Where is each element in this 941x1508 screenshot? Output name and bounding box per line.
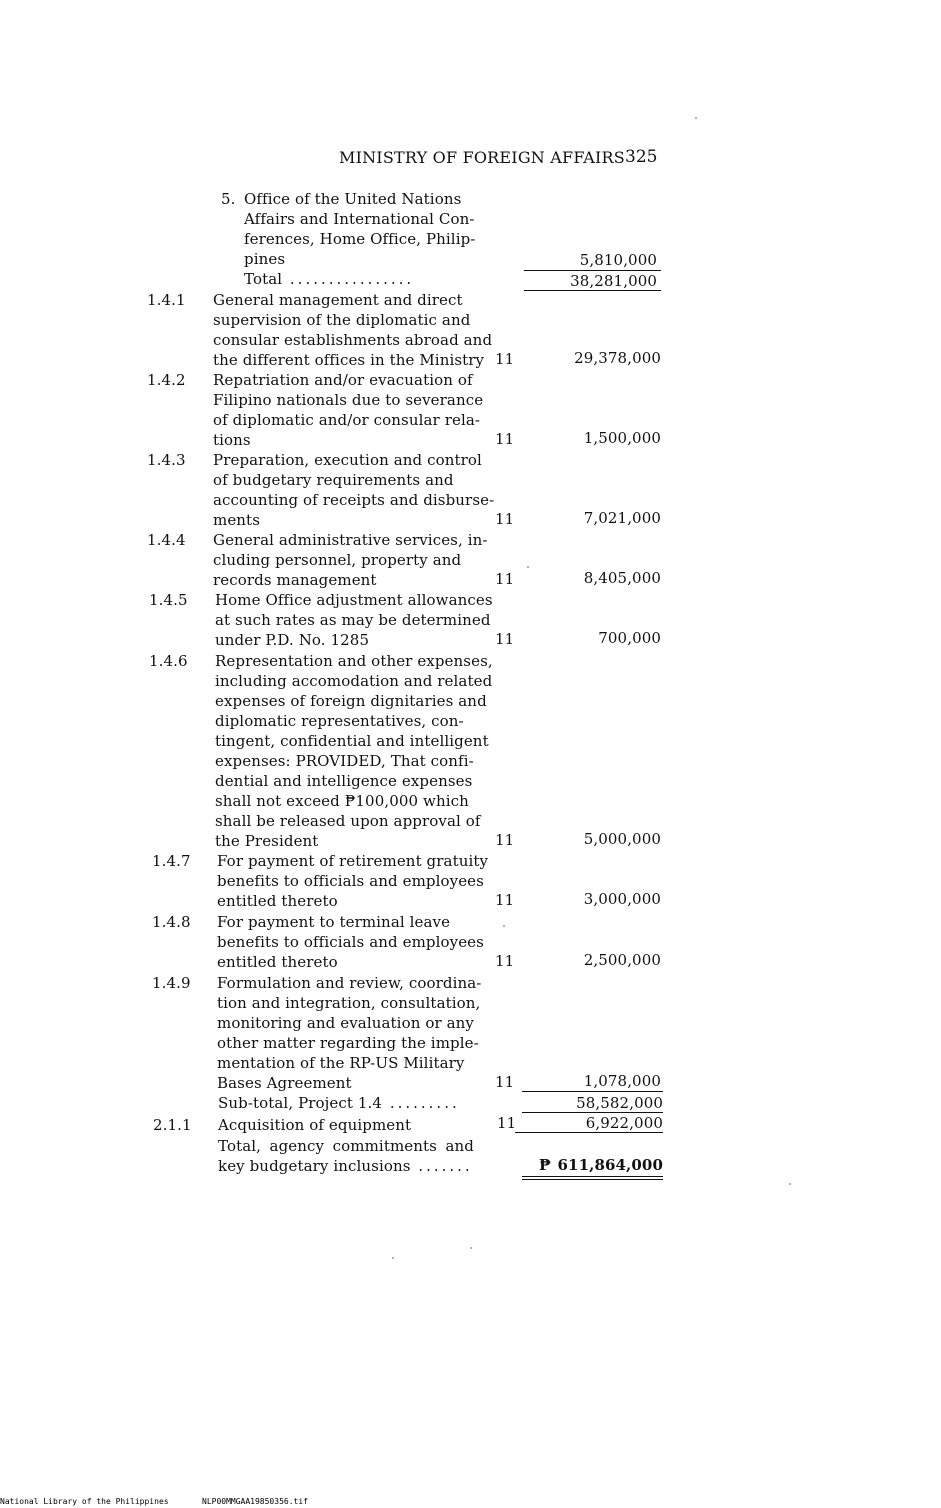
row-fund: 11 <box>495 630 515 648</box>
row-code: 1.4.6 <box>149 652 188 670</box>
subtotal-label <box>218 1093 460 1113</box>
row-description-line: Home Office adjustment allowances <box>215 591 493 609</box>
grand-total-line: Total, agency commitments and <box>218 1137 474 1155</box>
intro-line: ferences, Home Office, Philip- <box>244 230 476 248</box>
row-description-line: Repatriation and/or evacuation of <box>213 371 473 389</box>
intro-total-label <box>244 269 414 289</box>
intro-total-text: Total <box>244 270 283 288</box>
intro-line: Office of the United Nations <box>244 190 462 208</box>
row-amount: 8,405,000 <box>583 569 661 587</box>
subtotal-text: Sub-total, Project 1.4 <box>218 1094 383 1112</box>
scan-speck <box>789 1183 791 1185</box>
row-description-line: records management <box>213 571 377 589</box>
scan-speck <box>695 117 697 119</box>
row-description-line: benefits to officials and employees <box>217 933 484 951</box>
row-description-line: including accomodation and related <box>215 672 493 690</box>
row-1-4-9-rule <box>522 1091 663 1092</box>
page-title: MINISTRY OF FOREIGN AFFAIRS <box>339 148 625 167</box>
row-description-line: For payment to terminal leave <box>217 913 451 931</box>
row-description-line: Bases Agreement <box>217 1074 352 1092</box>
row-amount: 1,078,000 <box>583 1072 661 1090</box>
row-amount: 700,000 <box>598 629 661 647</box>
equipment-label: Acquisition of equipment <box>218 1116 412 1134</box>
footer-filename: NLP00MMGAA19850356.tif <box>202 1497 308 1506</box>
grand-total-rule-1 <box>522 1176 663 1177</box>
row-description-line: ments <box>213 511 260 529</box>
row-code: 1.4.3 <box>147 451 186 469</box>
row-fund: 11 <box>495 1073 515 1091</box>
intro-item-label: 5. <box>221 190 236 208</box>
row-description <box>213 290 493 370</box>
row-description <box>217 973 482 1093</box>
grand-total-label <box>218 1136 474 1176</box>
row-description-line: of diplomatic and/or consular rela- <box>213 411 481 429</box>
row-description-line: Representation and other expenses, <box>215 652 493 670</box>
grand-total-line: key budgetary inclusions <box>218 1157 411 1175</box>
currency-symbol: ₱ <box>539 1156 551 1174</box>
row-description-line: tion and integration, consultation, <box>217 994 481 1012</box>
row-description <box>213 530 488 590</box>
row-description-line: supervision of the diplomatic and <box>213 311 471 329</box>
subtotal-amount: 58,582,000 <box>576 1094 663 1112</box>
row-description-line: diplomatic representatives, con- <box>215 712 464 730</box>
row-description-line: mentation of the RP-US Military <box>217 1054 465 1072</box>
row-description-line: cluding personnel, property and <box>213 551 462 569</box>
intro-line: Affairs and International Con- <box>244 210 475 228</box>
row-code: 1.4.8 <box>152 913 191 931</box>
row-description-line: entitled thereto <box>217 892 338 910</box>
row-amount: 1,500,000 <box>583 429 661 447</box>
row-description <box>215 651 493 851</box>
row-amount: 7,021,000 <box>583 509 661 527</box>
grand-total-amount: 611,864,000 <box>557 1156 663 1174</box>
grand-total-line-2 <box>218 1156 474 1176</box>
row-description-line: of budgetary requirements and <box>213 471 454 489</box>
row-description-line: shall not exceed ₱100,000 which <box>215 792 469 810</box>
equipment-amount: 6,922,000 <box>585 1114 663 1132</box>
row-description-line: expenses: PROVIDED, That confi- <box>215 752 474 770</box>
row-description-line: under P.D. No. 1285 <box>215 631 370 649</box>
intro-description <box>244 189 476 269</box>
row-description-line: Preparation, execution and control <box>213 451 482 469</box>
row-description-line: tingent, confidential and intelligent <box>215 732 489 750</box>
row-description-line: General management and direct <box>213 291 463 309</box>
row-description-line: Filipino nationals due to severance <box>213 391 484 409</box>
row-code: 1.4.4 <box>147 531 186 549</box>
equipment-code: 2.1.1 <box>153 1116 192 1134</box>
row-description <box>217 851 489 911</box>
leader-dots: ................ <box>282 270 415 288</box>
row-amount: 3,000,000 <box>583 890 661 908</box>
row-amount: 2,500,000 <box>583 951 661 969</box>
row-description <box>215 590 493 650</box>
intro-total-rule <box>524 290 661 291</box>
page-number: 325 <box>625 147 658 167</box>
row-amount: 5,000,000 <box>583 830 661 848</box>
row-description <box>213 450 495 530</box>
grand-total-rule-2 <box>522 1179 663 1180</box>
leader-dots: ....... <box>410 1157 473 1175</box>
row-description-line: benefits to officials and employees <box>217 872 484 890</box>
row-fund: 11 <box>495 510 515 528</box>
scan-speck <box>527 566 529 568</box>
row-fund: 11 <box>495 350 515 368</box>
row-description-line: General administrative services, in- <box>213 531 488 549</box>
footer-library: National Library of the Philippines <box>0 1497 169 1506</box>
row-description-line: Formulation and review, coordina- <box>217 974 482 992</box>
equipment-fund: 11 <box>497 1114 517 1132</box>
leader-dots: ......... <box>382 1094 460 1112</box>
row-description-line: For payment of retirement gratuity <box>217 852 489 870</box>
row-description-line: monitoring and evaluation or any <box>217 1014 474 1032</box>
row-code: 1.4.2 <box>147 371 186 389</box>
row-description-line: the President <box>215 832 319 850</box>
scan-speck <box>392 1257 394 1259</box>
row-code: 1.4.5 <box>149 591 188 609</box>
row-fund: 11 <box>495 831 515 849</box>
row-code: 1.4.7 <box>152 852 191 870</box>
row-description-line: shall be released upon approval of <box>215 812 481 830</box>
row-description-line: the different offices in the Ministry <box>213 351 485 369</box>
equipment-rule <box>515 1132 663 1133</box>
scan-speck <box>470 1247 472 1249</box>
row-fund: 11 <box>495 570 515 588</box>
row-description-line: at such rates as may be determined <box>215 611 491 629</box>
row-description-line: expenses of foreign dignitaries and <box>215 692 487 710</box>
intro-amount: 5,810,000 <box>579 251 657 269</box>
scan-speck <box>503 925 505 927</box>
row-code: 1.4.1 <box>147 291 186 309</box>
row-fund: 11 <box>495 952 515 970</box>
row-description-line: entitled thereto <box>217 953 338 971</box>
row-amount: 29,378,000 <box>574 349 661 367</box>
row-description-line: consular establishments abroad and <box>213 331 493 349</box>
intro-total-amount: 38,281,000 <box>570 272 657 290</box>
row-description-line: accounting of receipts and disburse- <box>213 491 495 509</box>
row-description-line: other matter regarding the imple- <box>217 1034 479 1052</box>
intro-line: pines <box>244 250 286 268</box>
row-description <box>213 370 484 450</box>
row-fund: 11 <box>495 891 515 909</box>
row-description-line: dential and intelligence expenses <box>215 772 473 790</box>
row-description <box>217 912 484 972</box>
row-code: 1.4.9 <box>152 974 191 992</box>
row-description-line: tions <box>213 431 251 449</box>
row-fund: 11 <box>495 430 515 448</box>
